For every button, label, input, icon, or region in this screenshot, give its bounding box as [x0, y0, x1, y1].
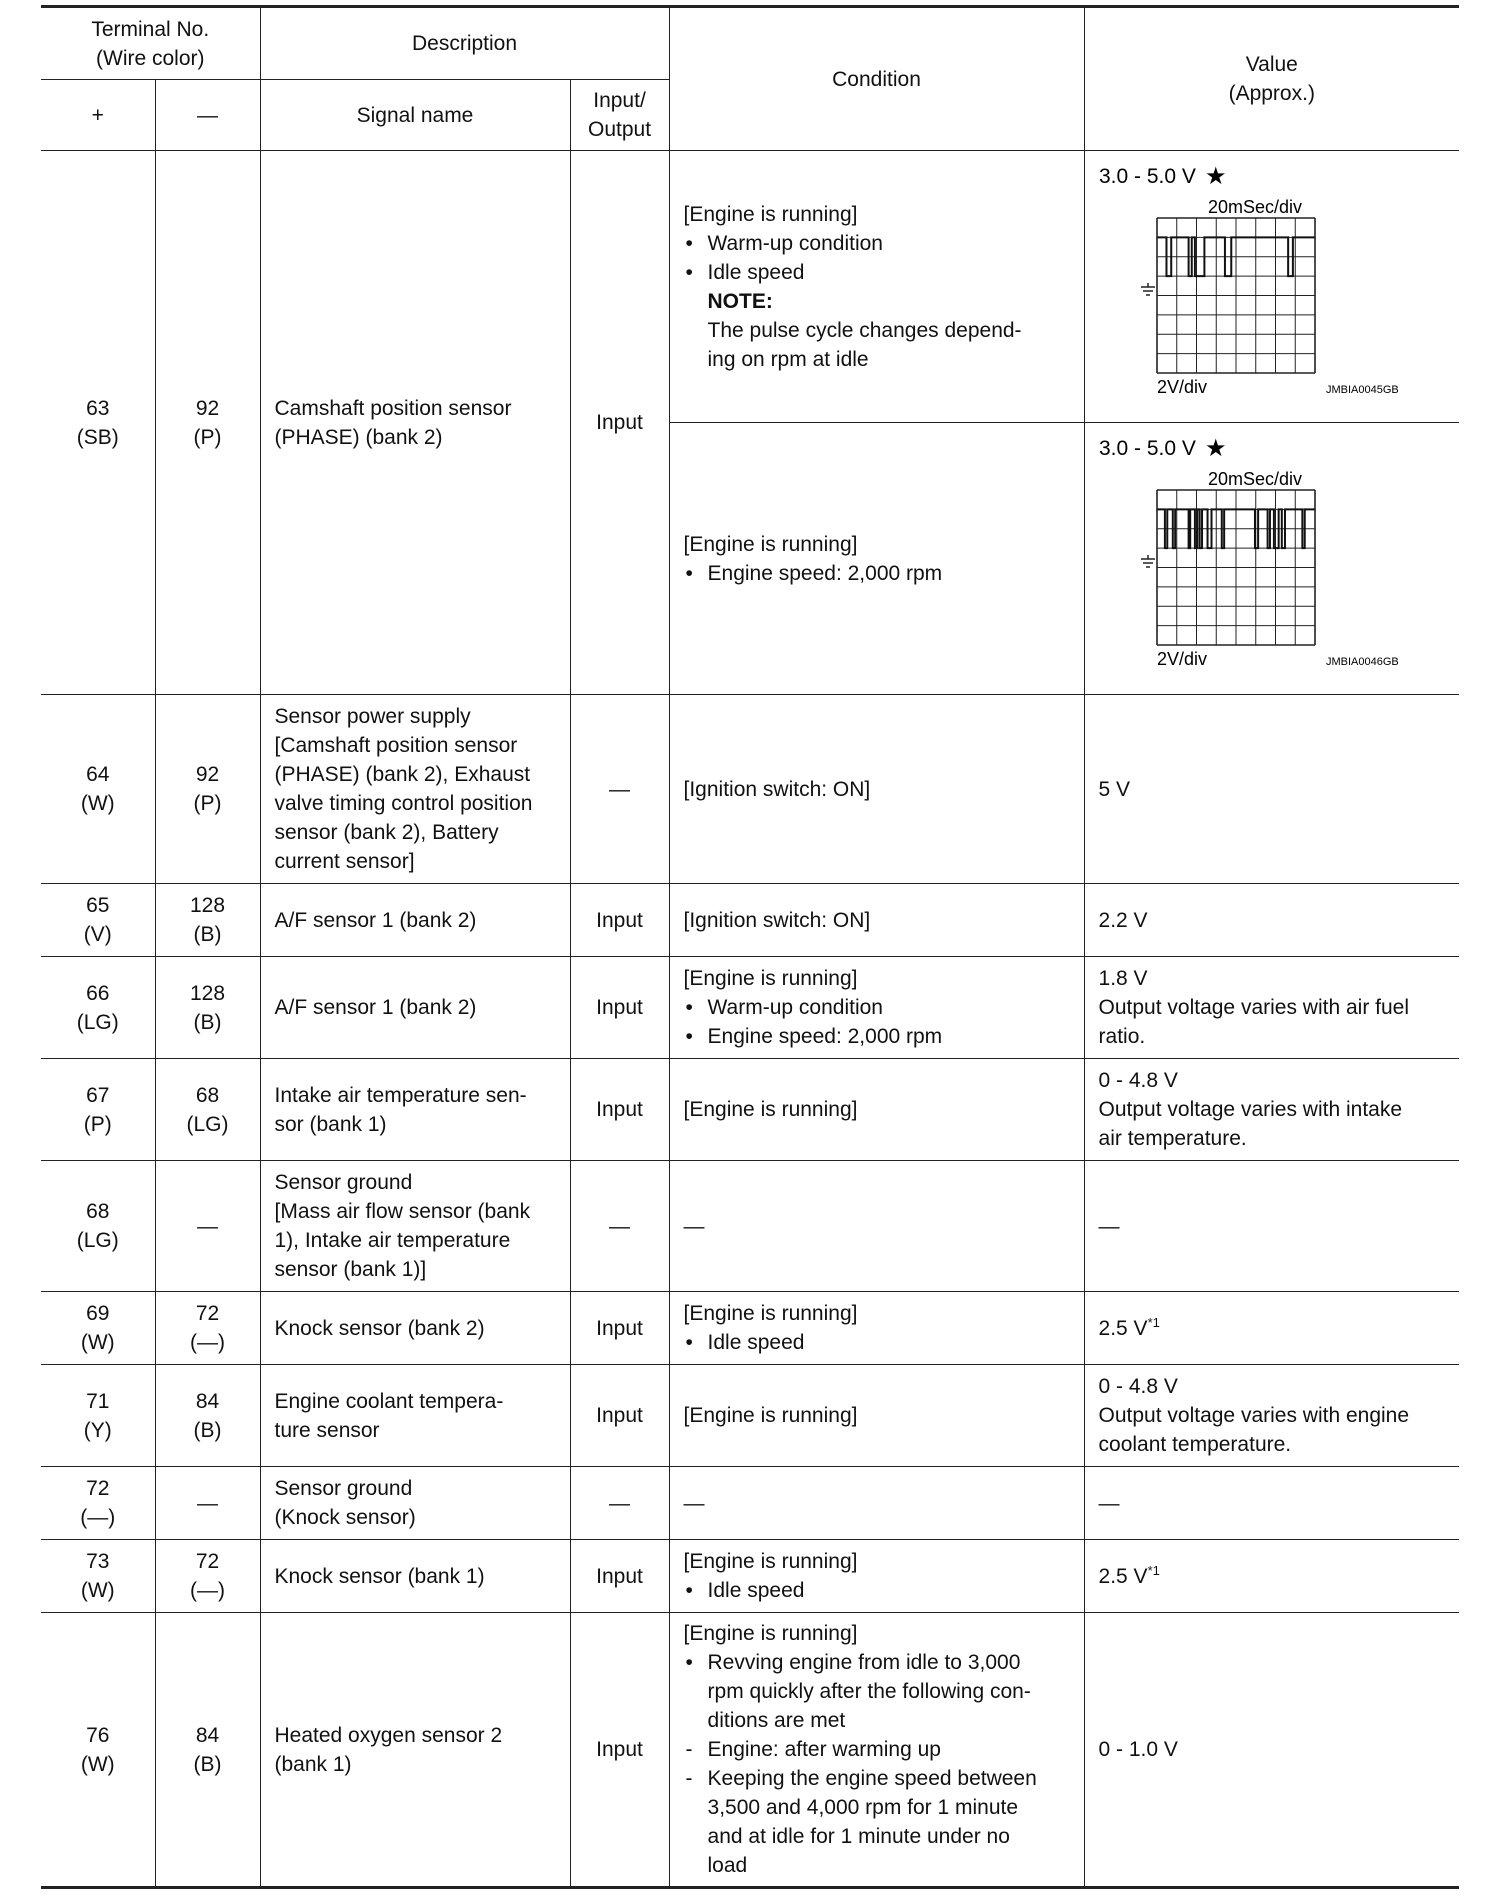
condition-head: [Engine is running] — [683, 532, 858, 556]
vdiv-label: 2V/div — [1156, 649, 1207, 669]
io-type: — — [570, 695, 669, 884]
pos-terminal — [41, 1613, 155, 1888]
signal-line: (bank 1) — [274, 1752, 352, 1776]
condition-bullet: • Idle speed — [684, 1576, 1070, 1605]
value-voltage: 3.0 - 5.0 V — [1098, 165, 1196, 188]
pos-wire-color: (W) — [80, 1752, 115, 1776]
signal-line: 1), Intake air temperature — [274, 1229, 511, 1252]
io-type: Input — [570, 884, 669, 957]
signal-name — [260, 1059, 570, 1161]
neg-terminal — [155, 695, 260, 884]
condition-cell — [669, 1292, 1084, 1365]
value-line: coolant temperature. — [1098, 1433, 1292, 1456]
condition-head: [Engine is running] — [683, 1622, 858, 1645]
signal-name — [260, 1161, 570, 1292]
pos-wire-color: (—) — [80, 1506, 116, 1529]
header-terminal-no — [41, 7, 260, 80]
signal-line: Engine coolant tempera- — [274, 1389, 504, 1413]
value-line: 0 - 4.8 V — [1098, 1375, 1178, 1398]
value-text: 2.5 V — [1098, 1564, 1148, 1588]
value-cell — [1084, 151, 1459, 423]
table-row — [41, 884, 1459, 957]
header-signal-name: Signal name — [260, 80, 570, 151]
neg-terminal: — — [155, 1467, 260, 1540]
signal-line: (PHASE) (bank 2), Exhaust — [274, 763, 531, 786]
condition-cell — [669, 957, 1084, 1059]
condition-cell — [669, 151, 1084, 423]
table-row — [41, 151, 1459, 423]
table-row — [41, 1540, 1459, 1613]
value-cell: — — [1084, 1161, 1459, 1292]
neg-terminal — [155, 1365, 260, 1467]
signal-line: sensor (bank 2), Battery — [274, 821, 499, 844]
neg-wire-color: (B) — [193, 1752, 222, 1776]
value-line: 1.8 V — [1098, 967, 1148, 990]
value-cell — [1084, 423, 1459, 695]
pos-terminal — [41, 151, 155, 695]
neg-wire-color: (—) — [190, 1579, 225, 1602]
value-line: Output voltage varies with engine — [1098, 1404, 1410, 1427]
value-cell — [1084, 1292, 1459, 1365]
neg-terminal — [155, 1059, 260, 1161]
pos-terminal — [41, 1365, 155, 1467]
oscilloscope-waveform — [1099, 163, 1429, 399]
signal-line: ture sensor — [274, 1418, 380, 1442]
pos-terminal-no: 76 — [86, 1723, 110, 1747]
signal-name: A/F sensor 1 (bank 2) — [260, 884, 570, 957]
condition-bullet: • Warm-up condition — [684, 993, 1070, 1022]
scope-grid — [1157, 490, 1315, 645]
signal-line: (PHASE) (bank 2) — [274, 425, 443, 449]
pos-terminal-no: 73 — [86, 1550, 110, 1573]
value-line: air temperature. — [1098, 1127, 1247, 1150]
condition-head: [Engine is running] — [683, 202, 858, 226]
condition-head: [Engine is running] — [683, 1550, 858, 1573]
signal-name: A/F sensor 1 (bank 2) — [260, 957, 570, 1059]
io-type: Input — [570, 1613, 669, 1888]
condition-cell: [Ignition switch: ON] — [669, 695, 1084, 884]
header-row-1 — [41, 7, 1459, 80]
condition-head: [Engine is running] — [683, 967, 858, 990]
signal-line: Sensor power supply — [274, 705, 471, 728]
signal-line: Heated oxygen sensor 2 — [274, 1723, 503, 1747]
condition-bullet: • Warm-up condition — [684, 229, 1070, 258]
pos-terminal-no: 71 — [86, 1389, 110, 1413]
pos-wire-color: (V) — [83, 923, 112, 946]
vdiv-label: 2V/div — [1156, 377, 1207, 397]
note-text: ing on rpm at idle — [707, 347, 869, 371]
pos-wire-color: (P) — [83, 1112, 112, 1136]
neg-wire-color: (P) — [193, 792, 222, 815]
value-cell: — — [1084, 1467, 1459, 1540]
neg-wire-color: (B) — [193, 923, 222, 946]
condition-continuation: rpm quickly after the following con- — [707, 1680, 1031, 1703]
table-row — [41, 1292, 1459, 1365]
table-row — [41, 1059, 1459, 1161]
value-text: 2.5 V — [1098, 1316, 1148, 1340]
signal-line: sor (bank 1) — [274, 1112, 387, 1136]
signal-line: current sensor] — [274, 850, 415, 873]
condition-cell — [669, 423, 1084, 695]
header-value-label: Value — [1245, 53, 1298, 76]
header-value — [1084, 7, 1459, 151]
note-heading: NOTE: — [707, 289, 773, 313]
pos-terminal-no: 69 — [86, 1302, 110, 1325]
signal-line: Intake air temperature sen- — [274, 1083, 527, 1107]
signal-name — [260, 1467, 570, 1540]
oscilloscope-figure-a — [1099, 163, 1429, 399]
io-type: Input — [570, 957, 669, 1059]
header-output-label: Output — [587, 118, 652, 141]
neg-terminal-no: 92 — [195, 396, 220, 420]
ecm-terminal-table — [41, 5, 1459, 1889]
footnote-ref: *1 — [1147, 1562, 1160, 1578]
pos-wire-color: (W) — [80, 1331, 115, 1354]
condition-continuation: load — [707, 1854, 748, 1877]
pos-terminal — [41, 957, 155, 1059]
note-text: The pulse cycle changes depend- — [707, 318, 1022, 342]
condition-continuation: ditions are met — [707, 1709, 846, 1732]
header-minus: — — [155, 80, 260, 151]
signal-name — [260, 1365, 570, 1467]
signal-line: Camshaft position sensor — [274, 396, 512, 420]
neg-terminal — [155, 957, 260, 1059]
io-type: Input — [570, 1365, 669, 1467]
ground-icon — [1141, 555, 1155, 567]
pos-wire-color: (LG) — [76, 1229, 119, 1252]
condition-bullet: • Engine speed: 2,000 rpm — [684, 1022, 1070, 1051]
figure-code: JMBIA0046GB — [1325, 656, 1399, 668]
pos-terminal-no: 65 — [86, 894, 110, 917]
pos-wire-color: (Y) — [83, 1418, 112, 1442]
signal-name — [260, 1613, 570, 1888]
neg-wire-color: (LG) — [186, 1112, 229, 1136]
condition-dash-item: - Keeping the engine speed between — [684, 1764, 1070, 1793]
timebase-label: 20mSec/div — [1207, 197, 1302, 217]
scope-grid — [1157, 218, 1315, 373]
io-type: Input — [570, 1540, 669, 1613]
neg-terminal-no: 84 — [195, 1389, 220, 1413]
pos-terminal — [41, 1161, 155, 1292]
header-description: Description — [260, 7, 669, 80]
header-input-output — [570, 80, 669, 151]
condition-cell: — — [669, 1161, 1084, 1292]
table-row — [41, 1613, 1459, 1888]
pos-terminal — [41, 695, 155, 884]
value-cell — [1084, 957, 1459, 1059]
table-row — [41, 1467, 1459, 1540]
neg-terminal: — — [155, 1161, 260, 1292]
star-icon: ★ — [1204, 435, 1227, 462]
condition-continuation: and at idle for 1 minute under no — [707, 1825, 1010, 1848]
value-cell — [1084, 1059, 1459, 1161]
neg-wire-color: (P) — [193, 425, 222, 449]
value-cell: 5 V — [1084, 695, 1459, 884]
pos-wire-color: (LG) — [76, 1010, 119, 1034]
io-type: Input — [570, 151, 669, 695]
value-voltage: 3.0 - 5.0 V — [1098, 437, 1196, 460]
ground-icon — [1141, 283, 1155, 295]
neg-wire-color: (B) — [193, 1010, 222, 1034]
signal-line: Sensor ground — [274, 1477, 413, 1500]
oscilloscope-waveform — [1099, 435, 1429, 671]
value-cell: 2.2 V — [1084, 884, 1459, 957]
condition-cell: [Engine is running] — [669, 1365, 1084, 1467]
neg-terminal-no: 128 — [189, 894, 226, 917]
signal-name: Knock sensor (bank 2) — [260, 1292, 570, 1365]
footnote-ref: *1 — [1147, 1314, 1160, 1330]
pos-terminal — [41, 1292, 155, 1365]
header-terminal-label: Terminal No. — [91, 17, 210, 41]
pos-terminal-no: 68 — [86, 1200, 110, 1223]
table-row — [41, 1365, 1459, 1467]
condition-cell — [669, 1613, 1084, 1888]
star-icon: ★ — [1204, 163, 1227, 190]
io-type: Input — [570, 1059, 669, 1161]
oscilloscope-figure-b — [1099, 435, 1429, 671]
header-approx-label: (Approx.) — [1228, 82, 1315, 105]
value-cell — [1084, 1365, 1459, 1467]
pos-terminal — [41, 1540, 155, 1613]
condition-cell: — — [669, 1467, 1084, 1540]
pos-terminal-no: 67 — [86, 1083, 110, 1107]
pos-terminal-no: 72 — [86, 1477, 110, 1500]
table-row — [41, 957, 1459, 1059]
neg-terminal — [155, 151, 260, 695]
signal-line: [Camshaft position sensor — [274, 734, 518, 757]
neg-terminal — [155, 884, 260, 957]
pos-wire-color: (W) — [80, 792, 115, 815]
neg-wire-color: (—) — [190, 1331, 225, 1354]
pos-wire-color: (W) — [80, 1579, 115, 1602]
neg-terminal-no: 72 — [195, 1550, 220, 1573]
neg-terminal-no: 92 — [195, 763, 220, 786]
neg-wire-color: (B) — [193, 1418, 222, 1442]
neg-terminal — [155, 1613, 260, 1888]
condition-bullet: • Revving engine from idle to 3,000 — [684, 1648, 1070, 1677]
value-line: Output voltage varies with intake — [1098, 1098, 1403, 1121]
condition-bullet: • Idle speed — [684, 1328, 1070, 1357]
header-wire-color-label: (Wire color) — [96, 46, 205, 70]
table-row — [41, 1161, 1459, 1292]
condition-bullet: • Engine speed: 2,000 rpm — [684, 559, 1070, 588]
neg-terminal — [155, 1292, 260, 1365]
signal-name — [260, 151, 570, 695]
pos-terminal — [41, 1467, 155, 1540]
condition-cell — [669, 1540, 1084, 1613]
header-condition: Condition — [669, 7, 1084, 151]
condition-head: [Engine is running] — [683, 1302, 858, 1325]
header-plus: + — [41, 80, 155, 151]
pos-terminal-no: 64 — [86, 763, 110, 786]
neg-terminal-no: 128 — [189, 981, 226, 1005]
condition-bullet: • Idle speed — [684, 258, 1070, 287]
signal-line: (Knock sensor) — [274, 1506, 416, 1529]
neg-terminal-no: 72 — [195, 1302, 220, 1325]
value-line: 0 - 4.8 V — [1098, 1069, 1178, 1092]
pos-terminal — [41, 884, 155, 957]
signal-line: [Mass air flow sensor (bank — [274, 1200, 531, 1223]
condition-cell: [Ignition switch: ON] — [669, 884, 1084, 957]
timebase-label: 20mSec/div — [1207, 469, 1302, 489]
value-line: Output voltage varies with air fuel — [1098, 996, 1410, 1019]
io-type: — — [570, 1467, 669, 1540]
neg-terminal — [155, 1540, 260, 1613]
table-row — [41, 695, 1459, 884]
condition-cell: [Engine is running] — [669, 1059, 1084, 1161]
signal-name — [260, 695, 570, 884]
figure-code: JMBIA0045GB — [1325, 384, 1399, 396]
io-type: Input — [570, 1292, 669, 1365]
signal-name: Knock sensor (bank 1) — [260, 1540, 570, 1613]
value-line: ratio. — [1098, 1025, 1146, 1048]
signal-line: sensor (bank 1)] — [274, 1258, 427, 1281]
header-input-label: Input/ — [593, 89, 646, 112]
signal-line: valve timing control position — [274, 792, 533, 815]
value-cell — [1084, 1540, 1459, 1613]
condition-continuation: 3,500 and 4,000 rpm for 1 minute — [707, 1796, 1019, 1819]
io-type: — — [570, 1161, 669, 1292]
condition-dash-item: - Engine: after warming up — [684, 1735, 1070, 1764]
signal-line: Sensor ground — [274, 1171, 413, 1194]
neg-terminal-no: 68 — [195, 1083, 220, 1107]
pos-terminal-no: 63 — [86, 396, 110, 420]
pos-terminal — [41, 1059, 155, 1161]
value-cell: 0 - 1.0 V — [1084, 1613, 1459, 1888]
pos-terminal-no: 66 — [86, 981, 110, 1005]
pos-wire-color: (SB) — [76, 425, 119, 449]
neg-terminal-no: 84 — [195, 1723, 220, 1747]
